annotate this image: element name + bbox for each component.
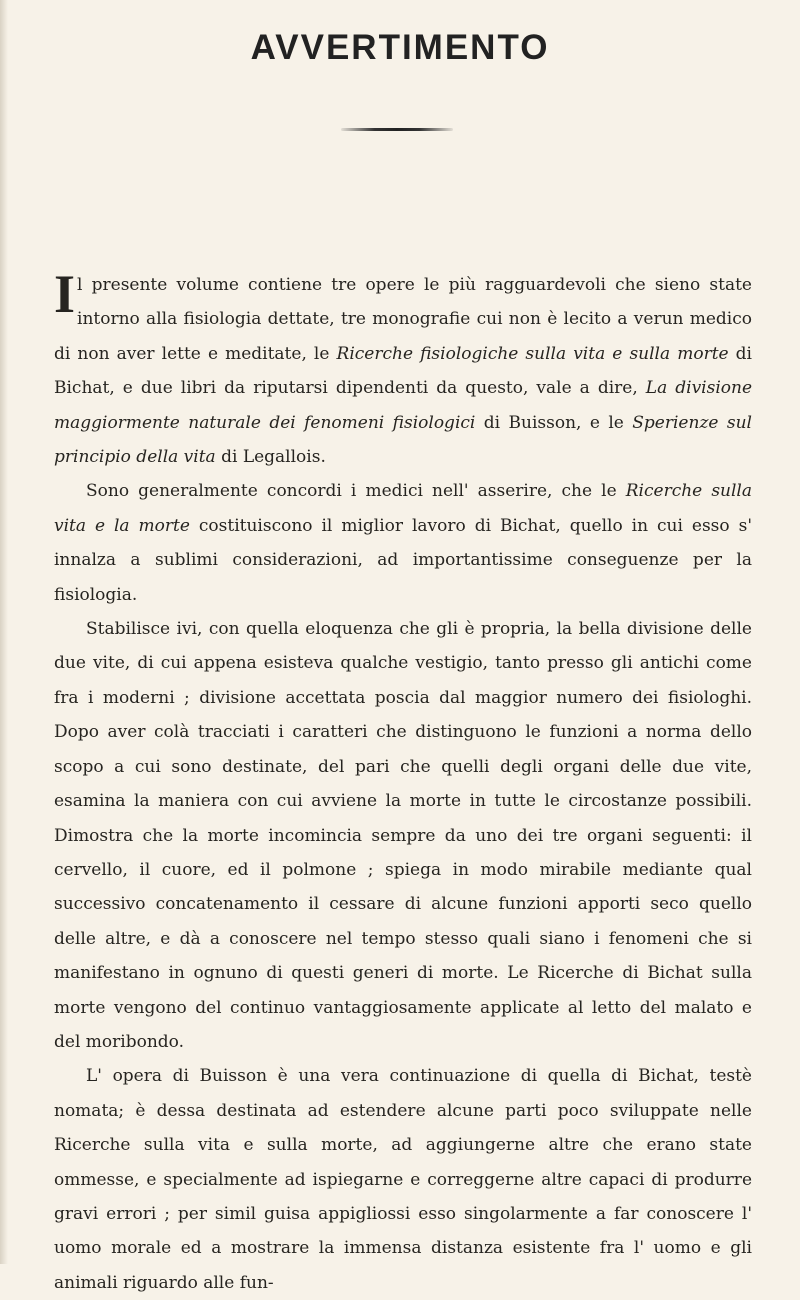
body-text — [54, 264, 753, 1300]
drop-cap: I — [54, 264, 76, 324]
text-run: di Buisson, e le — [475, 412, 633, 433]
title-ornament-rule — [341, 128, 453, 131]
page-edge-shadow — [0, 0, 8, 1264]
paragraph-3 — [54, 612, 752, 1059]
text-run: costituiscono il miglior lavoro di Bichat, quello in cui esso s' innalza a sublimi considerazioni, ad importantissime conseguenze per la fisiologia. — [54, 515, 753, 605]
text-run: Sono generalmente concordi i medici nell' asserire, che le — [86, 481, 626, 502]
text-run: di Bichat, e due libri da riputarsi dipendenti da questo, vale a dire, — [54, 343, 752, 399]
paragraph-2 — [54, 474, 752, 612]
text-run: Stabilisce ivi, con quella eloquenza che gli è propria, la bella divisione delle due vite, di cui appena esisteva qualche vestigio, tanto presso gli antichi come fra i moderni ; divisione accettata poscia dal maggior numero dei fisiologhi. Dopo aver colà tracciati i caratteri che distinguono le funzioni a norma dello scopo a cui sono destinate, del pari che quelli degli organi delle due vite, esamina la maniera con cui avviene la morte in tutte le circostanze possibili. Dimostra che la morte incomincia sempre da uno dei tre organi seguenti: il cervello, il cuore, ed il polmone ; spiega in modo mirabile mediante qual successivo concatenamento il cessare di alcune funzioni apporti seco quello delle altre, e dà a conoscere nel tempo stesso quali siano i fenomeni che si manifestano in ognuno di questi generi di morte. Le Ricerche di Bichat sulla morte vengono del continuo vantaggiosamente applicate al letto del malato e del moribondo. — [54, 619, 752, 1052]
book-title-legallois: Sperienze sul principio della vita — [54, 412, 752, 468]
paragraph-1 — [54, 264, 753, 474]
text-run: L' opera di Buisson è una vera continuazione di quella di Bichat, testè nomata; è dessa destinata ad estendere alcune parti poco sviluppate nelle Ricerche sulla vita e sulla morte, ad aggiungerne altre che erano state ommesse, e specialmente ad ispiegarne e correggerne altre capaci di produrre gravi errori ; per simil guisa appigliossi esso singolarmente a far conoscere l' uomo morale ed a mostrare la immensa distanza esistente fra l' uomo e gli animali riguardo alle fun- — [54, 1066, 752, 1293]
text-run: l presente volume contiene tre opere le più ragguardevoli che sieno state intorno alla fisiologia dettate, tre monografie cui non è lecito a verun medico di non aver lette e meditate, le — [54, 275, 752, 364]
book-title-ricerche: Ricerche sulla vita e la morte — [54, 481, 752, 536]
page-title: AVVERTIMENTO — [250, 28, 550, 67]
book-title-bichat: Ricerche fisiologiche sulla vita e sulla morte — [336, 343, 729, 364]
book-title-buisson: La divisione maggiormente naturale dei fenomeni fisiologici — [54, 378, 753, 433]
text-run: di Legallois. — [215, 447, 326, 468]
